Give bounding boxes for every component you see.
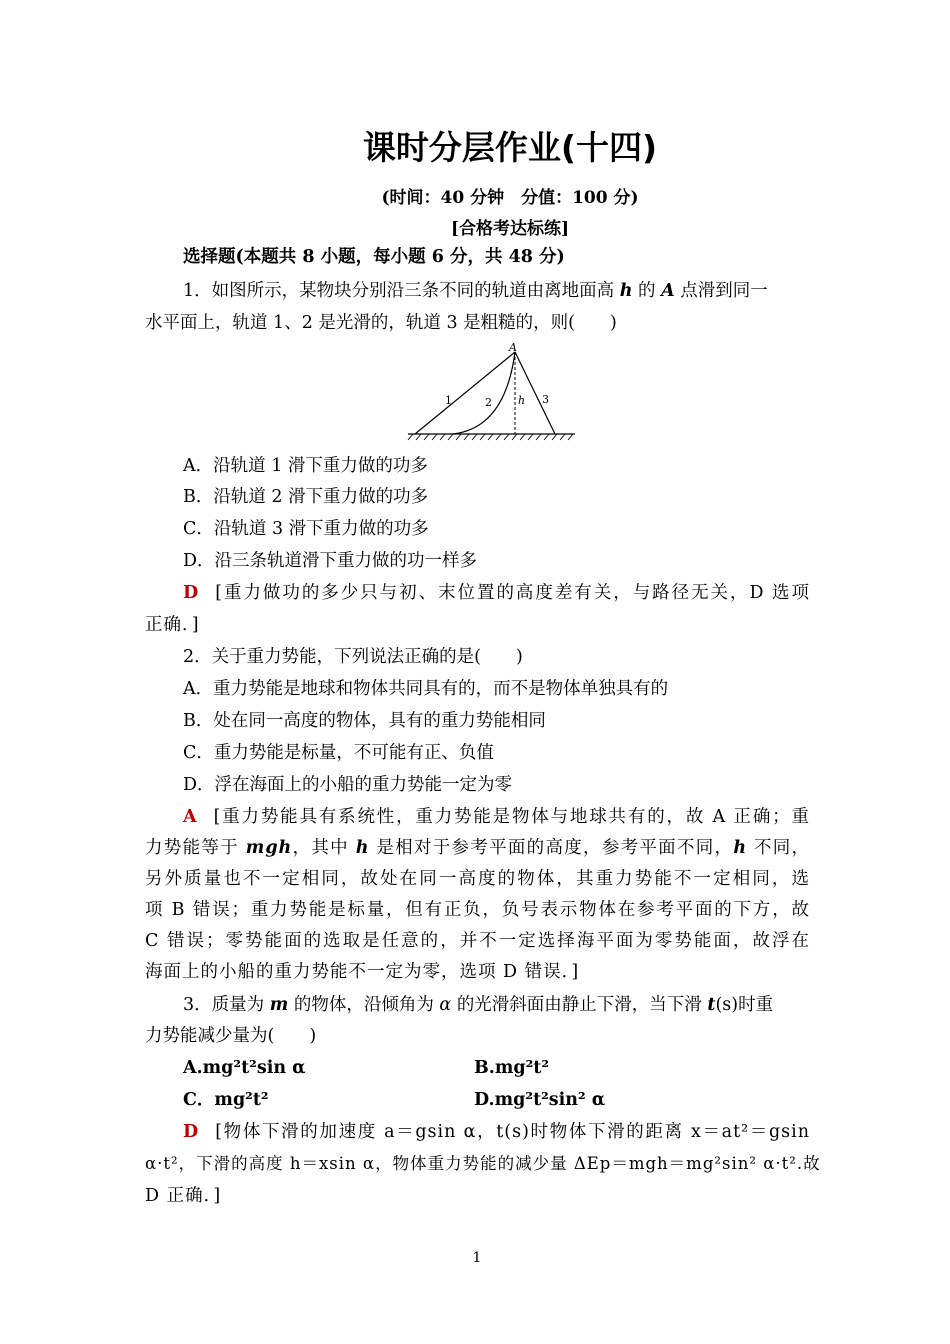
- q3-options-row1: [183, 1057, 810, 1079]
- q2-explanation-line6: 海面上的小船的重力势能不一定为零，选项 D 错误．]: [145, 962, 580, 982]
- page-number: 1: [472, 1250, 482, 1266]
- q1-option-a: A．沿轨道 1 滑下重力做的功多: [183, 456, 428, 476]
- q3-explanation-line2: α·t²，下滑的高度 h＝xsin α，物体重力势能的减少量 ΔEp＝mgh＝mg²sin² α·t².故: [145, 1154, 821, 1173]
- q1-option-c: C．沿轨道 3 滑下重力做的功多: [183, 519, 429, 539]
- page-title: 课时分层作业(十四): [362, 128, 658, 167]
- track-1: [415, 352, 515, 434]
- q2-stem: 2．关于重力势能，下列说法正确的是( ): [183, 647, 523, 667]
- q1-answer: D: [183, 583, 200, 603]
- q1-option-d: D．沿三条轨道滑下重力做的功一样多: [183, 551, 478, 571]
- time-score-info: (时间：40 分钟 分值：100 分): [381, 188, 639, 208]
- q3-stem-line2: 力势能减少量为( ): [145, 1026, 317, 1046]
- q3-explanation-line3: D 正确．]: [145, 1186, 222, 1206]
- label-h: h: [518, 394, 526, 407]
- q2-explanation-line4: 项 B 错误；重力势能是标量，但有正负，负号表示物体在参考平面的下方，故: [145, 900, 810, 920]
- q3-option-a: A.mg²t²sin α: [183, 1058, 306, 1078]
- q2-option-a: A．重力势能是地球和物体共同具有的，而不是物体单独具有的: [183, 679, 669, 699]
- q2-explanation-line5: C 错误；零势能面的选取是任意的，并不一定选择海平面为零势能面，故浮在: [145, 931, 810, 951]
- q1-explanation-line1: D [重力做功的多少只与初、末位置的高度差有关，与路径无关，D 选项: [183, 583, 810, 603]
- q3-option-d: D.mg²t²sin² α: [474, 1090, 606, 1110]
- q1-stem-line2: 水平面上，轨道 1、2 是光滑的，轨道 3 是粗糙的，则( ): [145, 313, 617, 333]
- q1-explanation-line2: 正确．]: [145, 615, 200, 635]
- track-2: [453, 352, 515, 434]
- part-heading: 选择题(本题共 8 小题，每小题 6 分，共 48 分): [183, 247, 565, 267]
- q2-answer: A: [183, 807, 198, 827]
- q3-option-b: B.mg²t²: [474, 1058, 550, 1078]
- q2-option-c: C．重力势能是标量，不可能有正、负值: [183, 743, 494, 763]
- q1-stem-line1: 1．如图所示，某物块分别沿三条不同的轨道由离地面高 h 的 A 点滑到同一: [183, 281, 768, 301]
- q2-explanation-line3: 另外质量也不一定相同，故处在同一高度的物体，其重力势能不一定相同，选: [145, 869, 810, 889]
- q1-option-b: B．沿轨道 2 滑下重力做的功多: [183, 487, 429, 507]
- label-3: 3: [542, 393, 549, 406]
- q2-explanation-line1: A [重力势能具有系统性，重力势能是物体与地球共有的，故 A 正确；重: [183, 807, 810, 827]
- q3-option-c: C．mg²t²: [183, 1090, 269, 1110]
- q3-options-row2: [183, 1089, 810, 1111]
- q3-stem-line1: 3．质量为 m 的物体，沿倾角为 α 的光滑斜面由静止下滑，当下滑 t(s)时重: [183, 995, 774, 1015]
- section-heading: [合格考达标练]: [450, 219, 570, 239]
- label-1: 1: [445, 394, 452, 407]
- q2-option-b: B．处在同一高度的物体，具有的重力势能相同: [183, 711, 546, 731]
- q2-option-d: D．浮在海面上的小船的重力势能一定为零: [183, 775, 513, 795]
- q1-track-figure: [405, 340, 580, 442]
- label-2: 2: [485, 396, 492, 409]
- label-A: A: [509, 341, 517, 354]
- q3-answer: D: [183, 1122, 200, 1142]
- q3-explanation-line1: D [物体下滑的加速度 a＝gsin α，t(s)时物体下滑的距离 x＝at²＝gsin: [183, 1122, 810, 1142]
- track-3: [515, 352, 555, 434]
- q2-explanation-line2: 力势能等于 mgh，其中 h 是相对于参考平面的高度，参考平面不同，h 不同，: [145, 838, 811, 858]
